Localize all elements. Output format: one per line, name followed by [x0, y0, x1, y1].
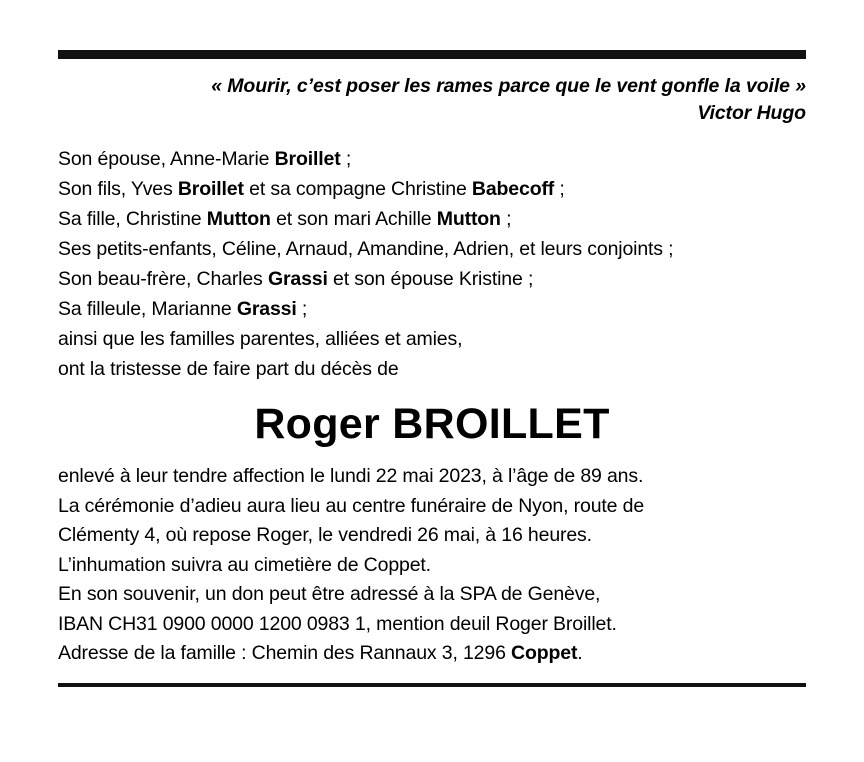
ceremony-details: [58, 462, 806, 669]
death-notice: [0, 50, 864, 762]
plain-text: Sa fille, Christine: [58, 208, 207, 230]
text-line: [58, 639, 806, 669]
text-line: [58, 324, 806, 354]
plain-text: En son souvenir, un don peut être adressé à la SPA de Genève,: [58, 583, 601, 605]
plain-text: Ses petits-enfants, Céline, Arnaud, Amandine, Adrien, et leurs conjoints ;: [58, 238, 674, 260]
plain-text: Sa filleule, Marianne: [58, 298, 237, 320]
plain-text: Son fils, Yves: [58, 178, 178, 200]
family-list: [58, 144, 806, 384]
plain-text: ;: [554, 178, 565, 200]
text-line: [58, 580, 806, 610]
plain-text: et sa compagne Christine: [243, 178, 472, 200]
text-line: [58, 521, 806, 551]
bottom-divider-rule: [58, 683, 806, 687]
text-line: [58, 144, 806, 174]
emphasis-text: Coppet: [511, 642, 578, 664]
emphasis-text: Mutton: [206, 208, 271, 230]
emphasis-text: Grassi: [236, 298, 297, 320]
emphasis-text: Mutton: [436, 208, 501, 230]
plain-text: IBAN CH31 0900 0000 1200 0983 1, mention deuil Roger Broillet.: [58, 612, 617, 635]
plain-text: enlevé à leur tendre affection le lundi 22 mai 2023, à l’âge de 89 ans.: [58, 465, 644, 487]
plain-text: ont la tristesse de faire part du décès de: [58, 358, 399, 380]
emphasis-text: Babecoff: [471, 178, 555, 200]
emphasis-text: Broillet: [177, 178, 244, 200]
top-divider-rule: [58, 50, 806, 59]
text-line: [58, 462, 806, 492]
plain-text: ;: [296, 298, 308, 320]
text-line: [58, 610, 806, 640]
epigraph-author: Victor Hugo: [697, 102, 806, 124]
epigraph-quote: « Mourir, c’est poser les rames parce que le vent gonfle la voile »: [211, 75, 806, 97]
plain-text: L’inhumation suivra au cimetière de Coppet.: [58, 553, 431, 576]
text-line: [58, 234, 806, 264]
text-line: [58, 551, 806, 581]
plain-text: Son épouse, Anne-Marie: [58, 148, 275, 170]
deceased-name: Roger BROILLET: [254, 400, 610, 448]
text-line: [58, 492, 806, 522]
text-line: [58, 354, 806, 384]
emphasis-text: Grassi: [267, 268, 328, 290]
plain-text: La cérémonie d’adieu aura lieu au centre funéraire de Nyon, route de: [58, 494, 645, 517]
text-line: [58, 264, 806, 294]
epigraph: [58, 73, 806, 126]
plain-text: ainsi que les familles parentes, alliées et amies,: [58, 328, 463, 350]
plain-text: ;: [500, 208, 512, 230]
plain-text: et son épouse Kristine ;: [327, 268, 534, 290]
plain-text: Son beau-frère, Charles: [58, 268, 268, 290]
text-line: [58, 204, 806, 234]
plain-text: Adresse de la famille : Chemin des Rannaux 3, 1296: [58, 642, 512, 664]
plain-text: Clémenty 4, où repose Roger, le vendredi 26 mai, à 16 heures.: [58, 524, 592, 546]
text-line: [58, 174, 806, 204]
text-line: [58, 294, 806, 324]
plain-text: ;: [340, 148, 352, 170]
emphasis-text: Broillet: [274, 148, 341, 170]
plain-text: et son mari Achille: [270, 208, 437, 230]
plain-text: .: [577, 642, 583, 664]
